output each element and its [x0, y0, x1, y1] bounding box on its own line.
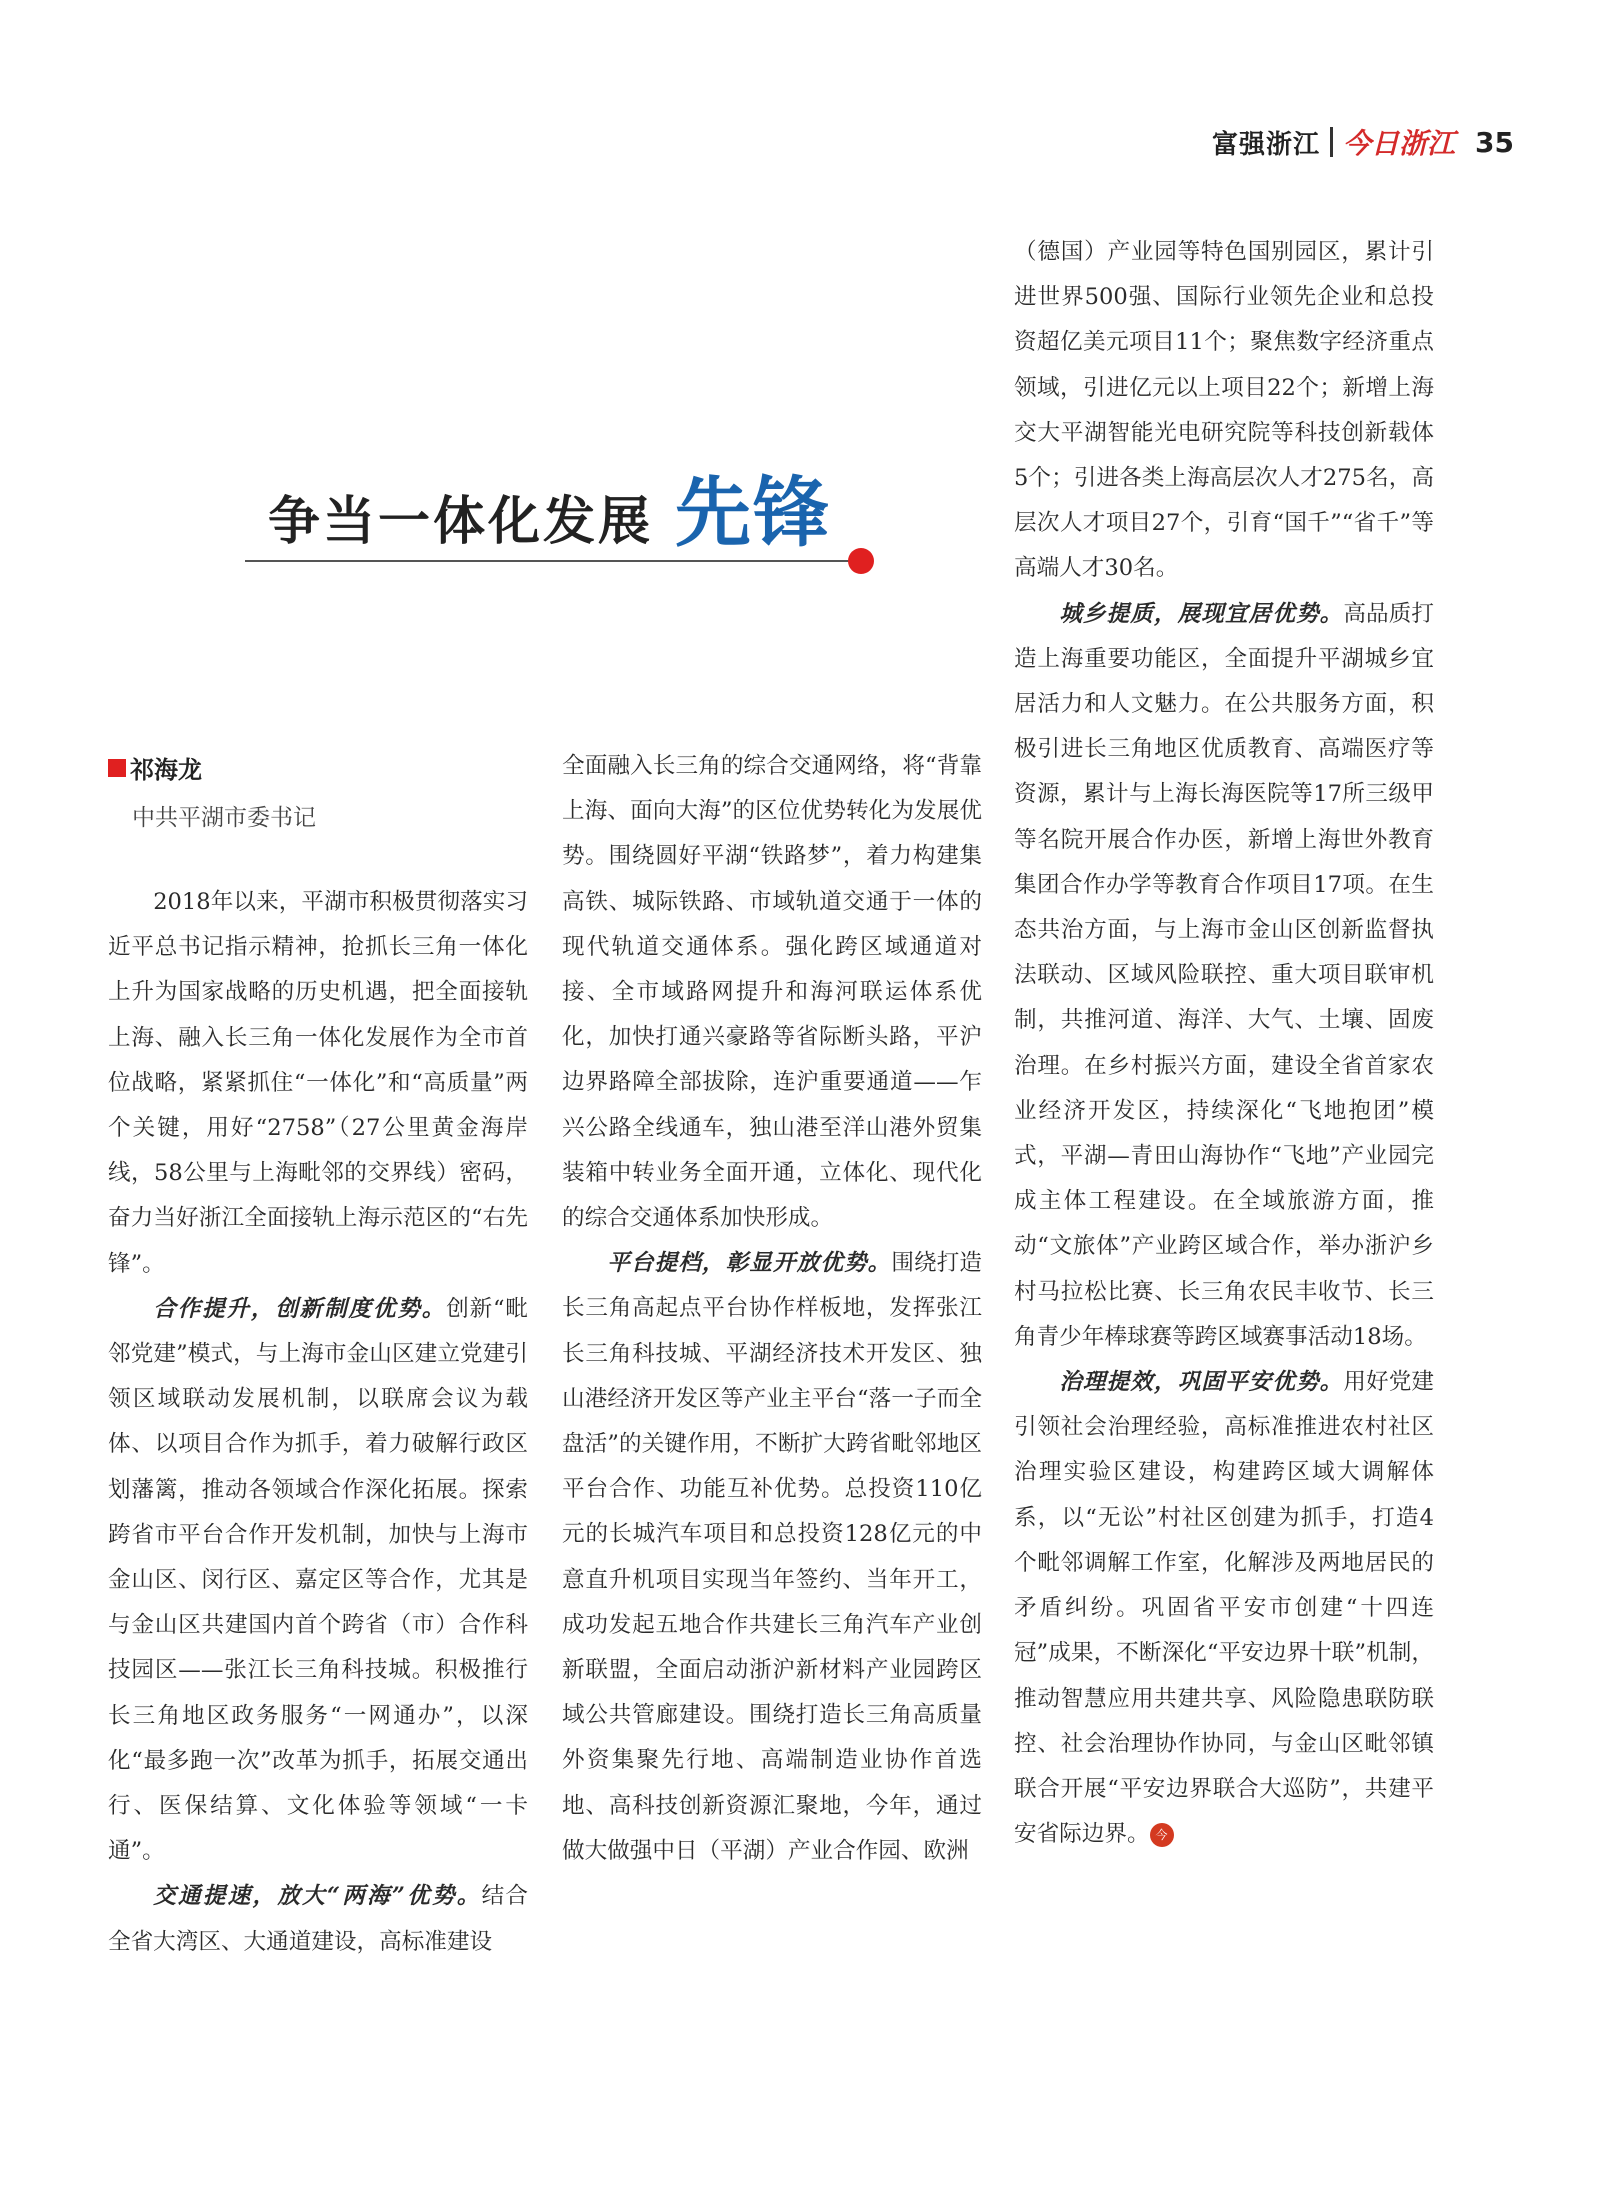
author-marker-icon	[108, 759, 126, 777]
title-accent: 先锋	[675, 468, 832, 557]
column-1	[108, 880, 528, 1965]
magazine-logo: 今日浙江	[1343, 127, 1456, 160]
paragraph-body: 高品质打造上海重要功能区，全面提升平湖城乡宜居活力和人文魅力。在公共服务方面，积极引进长三角地区优质教育、高端医疗等资源，累计与上海长海医院等17所三级甲等名院开展合作办医，新增上海世外教育集团合作办学等教育合作项目17项。在生态共治方面，与上海市金山区创新监督执法联动、区域风险联控、重大项目联审机制，共推河道、海洋、大气、土壤、固废治理。在乡村振兴方面，建设全省首家农业经济开发区，持续深化“飞地抱团”模式，平湖—青田山海协作“飞地”产业园完成主体工程建设。在全域旅游方面，推动“文旅体”产业跨区域合作，举办浙沪乡村马拉松比赛、长三角农民丰收节、长三角青少年棒球赛等跨区域赛事活动18场。	[1014, 600, 1435, 1350]
article-title	[268, 452, 831, 561]
paragraph-transport	[108, 1874, 528, 1964]
paragraph-body: 用好党建引领社会治理经验，高标准推进农村社区治理实验区建设，构建跨区域大调解体系，以“无讼”村社区创建为抓手，打造4个毗邻调解工作室，化解涉及两地居民的矛盾纠纷。巩固省平安市创建“十四连冠”成果，不断深化“平安边界十联”机制，推动智慧应用共建共享、风险隐患联防联控、社会治理协作协同，与金山区毗邻镇联合开展“平安边界联合大巡防”，共建平安省际边界。	[1014, 1369, 1435, 1848]
title-dot	[848, 548, 874, 574]
paragraph-cooperation	[108, 1287, 528, 1875]
page-header	[1212, 122, 1514, 162]
paragraph-lead: 治理提效，巩固平安优势。	[1059, 1369, 1344, 1396]
paragraph-body: 结合全省大湾区、大通道建设，高标准建设	[108, 1883, 528, 1955]
paragraph-intro: 2018年以来，平湖市积极贯彻落实习近平总书记指示精神，抢抓长三角一体化上升为国家战略的历史机遇，把全面接轨上海、融入长三角一体化发展作为全市首位战略，紧紧抓住“一体化”和“高质量”两个关键，用好“2758”（27公里黄金海岸线，58公里与上海毗邻的交界线）密码，奋力当好浙江全面接轨上海示范区的“右先锋”。	[108, 889, 528, 1277]
header-divider	[1330, 127, 1333, 157]
section-name: 富强浙江	[1212, 129, 1321, 160]
paragraph-body: 创新“毗邻党建”模式，与上海市金山区建立党建引领区域联动发展机制，以联席会议为载体、以项目合作为抓手，着力破解行政区划藩篱，推动各领域合作深化拓展。探索跨省市平台合作开发机制，加快与上海市金山区、闵行区、嘉定区等合作，尤其是与金山区共建国内首个跨省（市）合作科技园区——张江长三角科技城。积极推行长三角地区政务服务“一网通办”，以深化“最多跑一次”改革为抓手，拓展交通出行、医保结算、文化体验等领域“一卡通”。	[108, 1295, 528, 1865]
paragraph-platform-cont: （德国）产业园等特色国别园区，累计引进世界500强、国际行业领先企业和总投资超亿美元项目11个；聚焦数字经济重点领域，引进亿元以上项目22个；新增上海交大平湖智能光电研究院等科技创新载体5个；引进各类上海高层次人才275名，高层次人才项目27个，引育“国千”“省千”等高端人才30名。	[1014, 239, 1434, 582]
paragraph-platform	[562, 1241, 982, 1874]
column-3	[1014, 230, 1434, 1857]
paragraph-lead: 城乡提质，展现宜居优势。	[1059, 600, 1344, 627]
title-main: 争当一体化发展	[268, 491, 654, 552]
paragraph-urban-rural	[1014, 592, 1434, 1360]
paragraph-lead: 交通提速，放大“两海”优势。	[153, 1883, 482, 1910]
paragraph-governance	[1014, 1360, 1434, 1857]
title-underline	[245, 560, 865, 562]
author-role: 中共平湖市委书记	[132, 805, 316, 831]
paragraph-body: 围绕打造长三角高起点平台协作样板地，发挥张江长三角科技城、平湖经济技术开发区、独山港经济开发区等产业主平台“落一子而全盘活”的关键作用，不断扩大跨省毗邻地区平台合作、功能互补优势。总投资110亿元的长城汽车项目和总投资128亿元的中意直升机项目实现当年签约、当年开工，成功发起五地合作共建长三角汽车产业创新联盟，全面启动浙沪新材料产业园跨区域公共管廊建设。围绕打造长三角高质量外资集聚先行地、高端制造业协作首选地、高科技创新资源汇聚地，今年，通过做大做强中日（平湖）产业合作园、欧洲	[562, 1250, 983, 1864]
paragraph-transport-cont: 全面融入长三角的综合交通网络，将“背靠上海、面向大海”的区位优势转化为发展优势。围绕圆好平湖“铁路梦”，着力构建集高铁、城际铁路、市域轨道交通于一体的现代轨道交通体系。强化跨区域通道对接、全市域路网提升和海河联运体系优化，加快打通兴豪路等省际断头路，平沪边界路障全部拔除，连沪重要通道——乍兴公路全线通车，独山港至洋山港外贸集装箱中转业务全面开通，立体化、现代化的综合交通体系加快形成。	[562, 753, 982, 1232]
paragraph-lead: 平台提档，彰显开放优势。	[607, 1250, 892, 1277]
page-number: 35	[1475, 125, 1514, 159]
author-block	[108, 750, 316, 832]
column-2	[562, 744, 982, 1874]
paragraph-lead: 合作提升，创新制度优势。	[153, 1295, 447, 1322]
author-name-row	[108, 750, 316, 785]
author-name: 祁海龙	[130, 756, 202, 784]
end-mark-icon: 今	[1150, 1823, 1174, 1847]
